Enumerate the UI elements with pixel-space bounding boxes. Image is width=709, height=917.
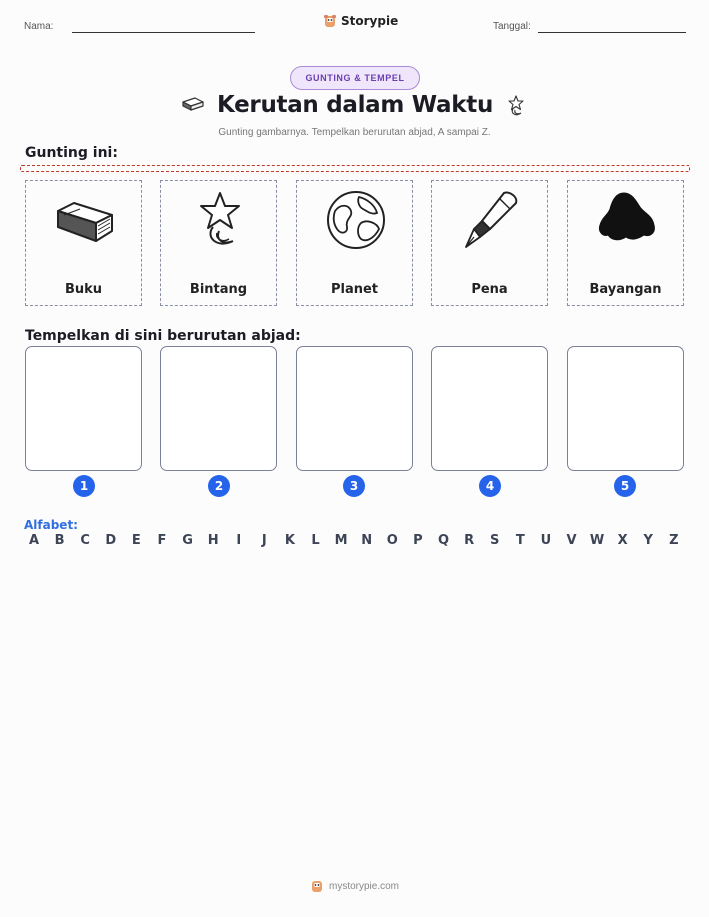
alphabet-letter: Y xyxy=(643,533,653,548)
alphabet-letter: U xyxy=(540,533,552,548)
cut-card-planet[interactable] xyxy=(296,180,413,306)
date-line[interactable] xyxy=(538,32,686,33)
alphabet-letter: T xyxy=(515,533,525,548)
page-title: Kerutan dalam Waktu xyxy=(216,92,494,118)
cut-section-title: Gunting ini: xyxy=(25,145,118,161)
cut-guide-line xyxy=(20,165,690,172)
alphabet-letter: A xyxy=(28,533,40,548)
alphabet-letter: N xyxy=(361,533,373,548)
alphabet-letter: J xyxy=(261,533,267,548)
card-label: Pena xyxy=(471,282,508,297)
alphabet-letter: P xyxy=(413,533,423,548)
book-decoration-icon xyxy=(180,96,206,114)
alphabet-letter: W xyxy=(589,533,605,548)
number-badge-2: 2 xyxy=(208,475,230,497)
alphabet-letter: R xyxy=(464,533,475,548)
date-label: Tanggal: xyxy=(493,21,531,32)
alphabet-letter: G xyxy=(182,533,193,548)
paste-box-1[interactable] xyxy=(25,346,142,471)
paste-box-5[interactable] xyxy=(567,346,684,471)
alphabet-label: Alfabet: xyxy=(24,518,78,532)
alphabet-letter: D xyxy=(105,533,117,548)
card-label: Buku xyxy=(64,282,103,297)
alphabet-row xyxy=(25,533,687,551)
cut-card-bayangan[interactable] xyxy=(567,180,684,306)
paste-box-2[interactable] xyxy=(160,346,277,471)
brand-name: Storypie xyxy=(341,14,399,28)
star-decoration-icon xyxy=(504,94,528,118)
card-label: Bayangan xyxy=(589,282,662,297)
name-line[interactable] xyxy=(72,32,255,33)
cut-card-bintang[interactable] xyxy=(160,180,277,306)
shooting-star-icon xyxy=(189,189,251,251)
alphabet-letter: L xyxy=(311,533,320,548)
card-label: Bintang xyxy=(189,282,248,297)
alphabet-letter: V xyxy=(566,533,577,548)
activity-badge: GUNTING & TEMPEL xyxy=(290,66,420,90)
alphabet-letter: O xyxy=(386,533,398,548)
number-badge-1: 1 xyxy=(73,475,95,497)
brand-logo xyxy=(323,14,398,28)
alphabet-letter: S xyxy=(490,533,500,548)
alphabet-letter: H xyxy=(207,533,219,548)
alphabet-letter: M xyxy=(334,533,348,548)
alphabet-letter: B xyxy=(54,533,65,548)
planet-icon xyxy=(325,189,387,251)
name-label: Nama: xyxy=(24,21,54,32)
paste-box-4[interactable] xyxy=(431,346,548,471)
number-badge-5: 5 xyxy=(614,475,636,497)
alphabet-letter: Q xyxy=(437,533,450,548)
footer xyxy=(0,879,709,893)
mascot-icon xyxy=(310,879,324,893)
alphabet-letter: Z xyxy=(669,533,679,548)
number-badge-3: 3 xyxy=(343,475,365,497)
cut-card-pena[interactable] xyxy=(431,180,548,306)
alphabet-letter: C xyxy=(80,533,90,548)
paste-section-title: Tempelkan di sini berurutan abjad: xyxy=(25,328,301,344)
mascot-icon xyxy=(323,14,337,28)
alphabet-letter: E xyxy=(131,533,141,548)
paste-box-3[interactable] xyxy=(296,346,413,471)
footer-url[interactable]: mystorypie.com xyxy=(328,880,399,892)
shadow-icon xyxy=(596,189,658,251)
cut-card-buku[interactable] xyxy=(25,180,142,306)
instructions: Gunting gambarnya. Tempelkan berurutan abjad, A sampai Z. xyxy=(218,127,491,138)
fountain-pen-icon xyxy=(460,189,522,251)
number-badge-4: 4 xyxy=(479,475,501,497)
alphabet-letter: K xyxy=(284,533,295,548)
book-icon xyxy=(54,189,116,251)
card-label: Planet xyxy=(330,282,379,297)
alphabet-letter: I xyxy=(236,533,242,548)
alphabet-letter: F xyxy=(157,533,167,548)
alphabet-letter: X xyxy=(617,533,628,548)
